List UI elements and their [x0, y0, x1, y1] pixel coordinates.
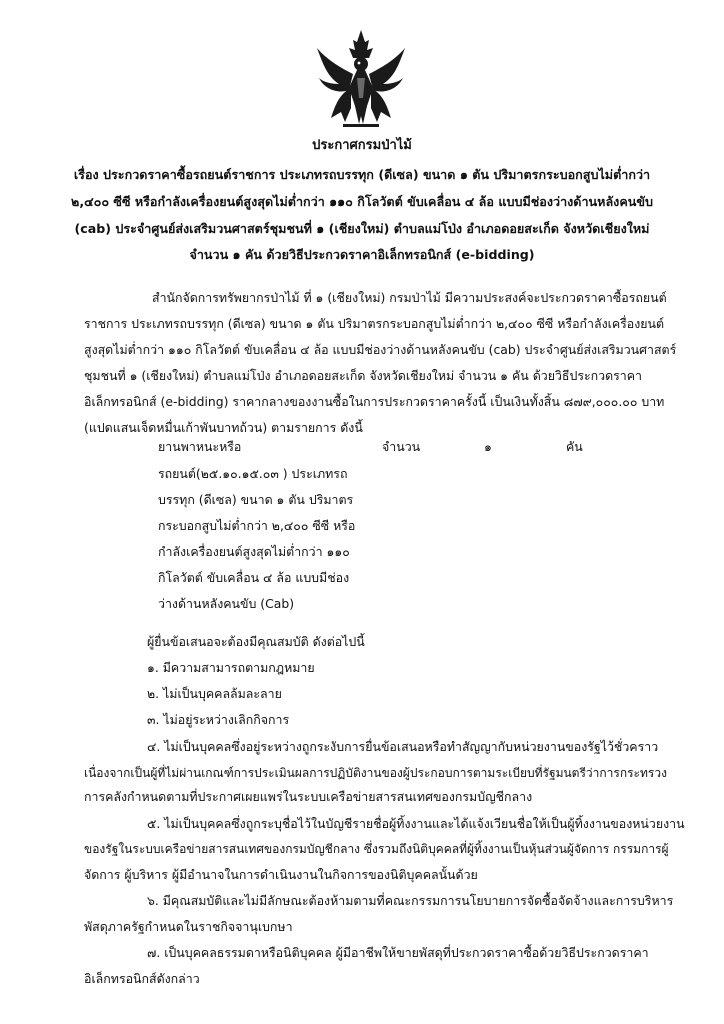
qualification-line: ๑. มีความสามารถตามกฎหมาย [147, 660, 315, 675]
qualification-line: ๒. ไม่เป็นบุคคลล้มละลาย [147, 686, 282, 701]
intro-line-5: อิเล็กทรอนิกส์ (e-bidding) ราคากลางของงานซื้อในการประกวดราคาครั้งนี้ เป็นเงินทั้งสิ้น ๘๗๙,๐๐๐.๐๐ บาท [84, 394, 665, 409]
item-quantity-label: จำนวน [382, 439, 421, 454]
qualifications-heading: ผู้ยื่นข้อเสนอจะต้องมีคุณสมบัติ ดังต่อไปนี้ [147, 634, 365, 649]
qualification-line: ๓. ไม่อยู่ระหว่างเลิกกิจการ [147, 712, 290, 727]
qualification-line: เนื่องจากเป็นผู้ที่ไม่ผ่านเกณฑ์การประเมินผลการปฏิบัติงานของผู้ประกอบการตามระเบียบที่รัฐมนตรีว่าการกระทรวง [84, 766, 667, 780]
item-unit: คัน [566, 439, 583, 454]
garuda-emblem-icon [313, 28, 409, 128]
item-description-line: ว่างด้านหลังคนขับ (Cab) [158, 596, 295, 611]
qualification-line: ๕. ไม่เป็นบุคคลซึ่งถูกระบุชื่อไว้ในบัญชีรายชื่อผู้ทิ้งงานและได้แจ้งเวียนชื่อให้เป็นผู้ทิ้งงานของหน่วยงาน [147, 816, 685, 831]
subject-line-2: ๒,๔๐๐ ซีซี หรือกำลังเครื่องยนต์สูงสุดไม่ต่ำกว่า ๑๑๐ กิโลวัตต์ ขับเคลื่อน ๔ ล้อ แบบมีช่องว่างด้านหลังคนขับ [71, 194, 653, 209]
qualification-line: ๗. เป็นบุคคลธรรมดาหรือนิติบุคคล ผู้มีอาชีพให้ขายพัสดุที่ประกวดราคาซื้อด้วยวิธีประกวดราคา [147, 945, 649, 960]
qualification-line: ๔. ไม่เป็นบุคคลซึ่งอยู่ระหว่างถูกระงับการยื่นข้อเสนอหรือทำสัญญากับหน่วยงานของรัฐไว้ชั่วคราว [147, 739, 659, 754]
intro-line-1: สำนักจัดการทรัพยากรป่าไม้ ที่ ๑ (เชียงใหม่) กรมป่าไม้ มีความประสงค์จะประกวดราคาซื้อรถยนต์ [152, 290, 667, 305]
qualification-line: การคลังกำหนดตามที่ประกาศเผยแพร่ในระบบเครือข่ายสารสนเทศของกรมบัญชีกลาง [84, 789, 533, 804]
subject-line-3: (cab) ประจำศูนย์ส่งเสริมวนศาสตร์ชุมชนที่ ๑ (เชียงใหม่) ตำบลแม่โป่ง อำเภอดอยสะเก็ด จังหวัดเชียงใหม่ [74, 221, 650, 236]
intro-line-4: ชุมชนที่ ๑ (เชียงใหม่) ตำบลแม่โป่ง อำเภอดอยสะเก็ด จังหวัดเชียงใหม่ จำนวน ๑ คัน ด้วยวิธีประกวดราคา [84, 368, 643, 383]
item-description-line: กระบอกสูบไม่ต่ำกว่า ๒,๔๐๐ ซีซี หรือ [158, 518, 356, 533]
intro-line-6: (แปดแสนเจ็ดหมื่นเก้าพันบาทถ้วน) ตามรายการ ดังนี้ [84, 420, 363, 435]
intro-line-3: สูงสุดไม่ต่ำกว่า ๑๑๐ กิโลวัตต์ ขับเคลื่อน ๔ ล้อ แบบมีช่องว่างด้านหลังคนขับ (cab) ประจำศูนย์ส่งเสริมวนศาสตร์ [84, 342, 677, 357]
item-description-line: กำลังเครื่องยนต์สูงสุดไม่ต่ำกว่า ๑๑๐ [158, 544, 350, 559]
item-description-line: กิโลวัตต์ ขับเคลื่อน ๔ ล้อ แบบมีช่อง [158, 570, 350, 585]
qualification-line: จัดการ ผู้บริหาร ผู้มีอำนาจในการดำเนินงานในกิจการของนิติบุคคลนั้นด้วย [84, 867, 478, 882]
subject-line-1: เรื่อง ประกวดราคาซื้อรถยนต์ราชการ ประเภทรถบรรทุก (ดีเซล) ขนาด ๑ ตัน ปริมาตรกระบอกสูบไม่ต่ำกว่า [73, 167, 651, 182]
item-quantity: ๑ [484, 439, 492, 454]
item-description-line: รถยนต์(๒๕.๑๐.๑๕.๐๓ ) ประเภทรถ [158, 466, 348, 481]
document-issuer: ประกาศกรมป่าไม้ [312, 138, 412, 153]
qualification-line: พัสดุภาครัฐกำหนดในราชกิจจานุเบกษา [84, 919, 293, 934]
item-description-line: บรรทุก (ดีเซล) ขนาด ๑ ตัน ปริมาตร [158, 492, 354, 507]
item-description-line: ยานพาหนะหรือ [158, 439, 242, 454]
intro-line-2: ราชการ ประเภทรถบรรทุก (ดีเซล) ขนาด ๑ ตัน ปริมาตรกระบอกสูบไม่ต่ำกว่า ๒,๔๐๐ ซีซี หรือกำลังเครื่องยนต์ [84, 316, 665, 331]
qualification-line: ๖. มีคุณสมบัติและไม่มีลักษณะต้องห้ามตามที่คณะกรรมการนโยบายการจัดซื้อจัดจ้างและการบริหาร [147, 893, 674, 908]
qualification-line: ของรัฐในระบบเครือข่ายสารสนเทศของกรมบัญชีกลาง ซึ่งรวมถึงนิติบุคคลที่ผู้ทิ้งงานเป็นหุ้นส่วนผู้จัดการ กรรมการผู้ [84, 842, 669, 856]
subject-line-4: จำนวน ๑ คัน ด้วยวิธีประกวดราคาอิเล็กทรอนิกส์ (e-bidding) [189, 247, 535, 262]
qualification-line: อิเล็กทรอนิกส์ดังกล่าว [84, 971, 200, 986]
